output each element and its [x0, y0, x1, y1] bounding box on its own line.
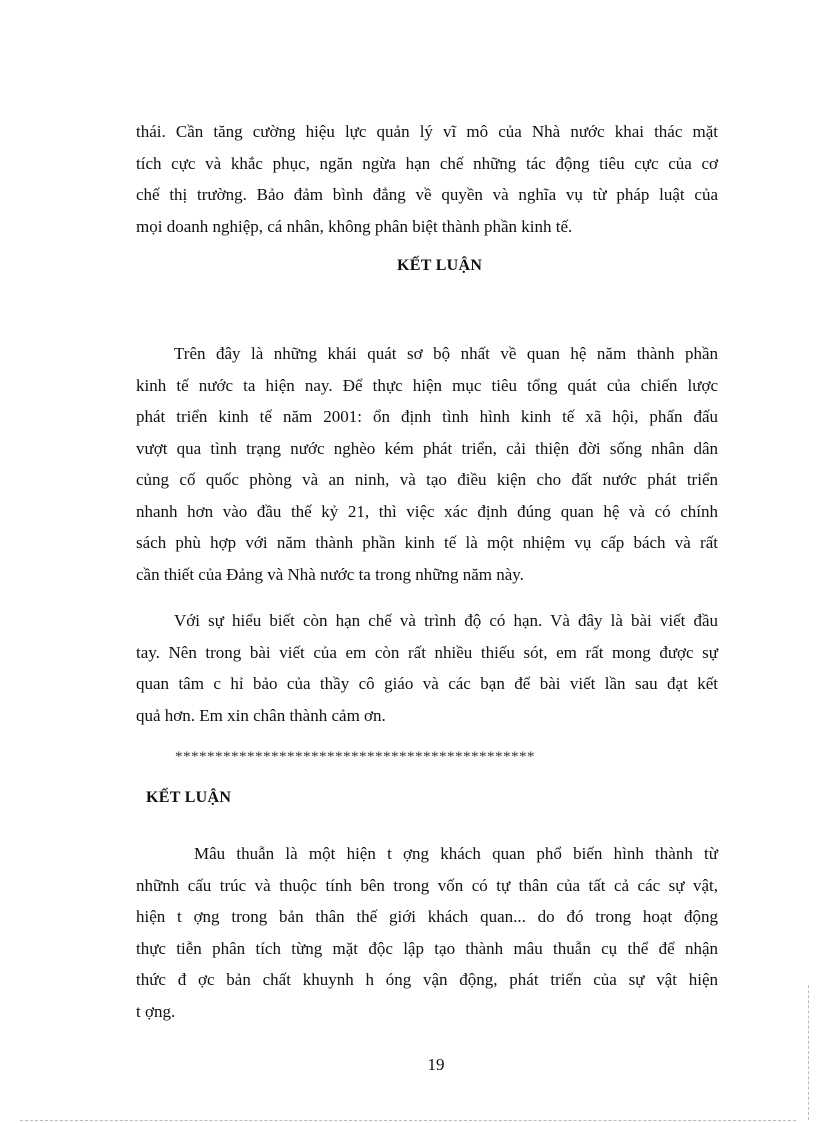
text-line: thực tiễn phân tích từng mặt độc lập tạo thành mâu thuẫn cụ thể để nhận: [136, 938, 718, 958]
text-line: mọi doanh nghiệp, cá nhân, không phân biệt thành phần kinh tế.: [136, 216, 573, 236]
page-border-bottom: [20, 1120, 796, 1121]
text-line: t ợng.: [136, 1001, 176, 1021]
text-line: phát triển kinh tế năm 2001: ổn định tình hình kinh tế xã hội, phấn đấu: [136, 407, 718, 426]
text-line: cần thiết của Đảng và Nhà nước ta trong những năm này.: [136, 564, 524, 584]
text-line: tích cực và khắc phục, ngăn ngừa hạn chế những tác động tiêu cực của cơ: [136, 153, 718, 173]
conclusion-paragraph-3: [136, 838, 718, 1027]
conclusion-paragraph-1: [136, 338, 718, 590]
text-line: hiện t ợng trong bản thân thế giới khách quan... do đó trong hoạt động: [136, 907, 718, 926]
text-line: thái. Cần tăng cường hiệu lực quản lý vĩ mô của Nhà nước khai thác mặt: [136, 122, 718, 141]
intro-paragraph: [136, 116, 718, 242]
text-line: củng cố quốc phòng và an ninh, và tạo điều kiện cho đất nước phát triển: [136, 470, 718, 489]
conclusion-paragraph-2: [136, 605, 718, 731]
text-line: Mâu thuẫn là một hiện t ợng khách quan phổ biến hình thành từ: [194, 844, 718, 863]
text-line: quan tâm c hỉ bảo của thầy cô giáo và các bạn để bài viết lần sau đạt kết: [136, 674, 718, 693]
text-line: quả hơn. Em xin chân thành cảm ơn.: [136, 705, 386, 725]
text-line: kinh tế nước ta hiện nay. Để thực hiện mục tiêu tổng quát của chiến lược: [136, 375, 718, 395]
section-heading: KẾT LUẬN: [397, 257, 483, 274]
text-line: nhữnh cấu trúc và thuộc tính bên trong vốn có tự thân của tất cả các sự vật,: [136, 875, 718, 895]
text-line: Trên đây là những khái quát sơ bộ nhất về quan hệ năm thành phần: [174, 344, 718, 363]
separator-line: *********************************************: [175, 749, 535, 765]
text-line: tay. Nên trong bài viết của em còn rất nhiều thiếu sót, em rất mong được sự: [136, 642, 718, 662]
text-line: sách phù hợp với năm thành phần kinh tế là một nhiệm vụ cấp bách và rất: [136, 533, 718, 552]
page-border-right: [808, 985, 809, 1120]
section-heading: KẾT LUẬN: [146, 789, 232, 806]
text-line: thức đ ợc bản chất khuynh h óng vận động, phát triển của sự vật hiện: [136, 970, 718, 989]
text-line: nhanh hơn vào đầu thế kỷ 21, thì việc xác định đúng quan hệ và có chính: [136, 501, 718, 521]
text-line: chế thị trường. Bảo đảm bình đẳng về quyền và nghĩa vụ từ pháp luật của: [136, 185, 718, 204]
text-line: Với sự hiểu biết còn hạn chế và trình độ có hạn. Và đây là bài viết đầu: [174, 611, 718, 630]
text-line: vượt qua tình trạng nước nghèo kém phát triển, cải thiện đời sống nhân dân: [136, 438, 718, 458]
page-number: 19: [427, 1055, 445, 1074]
